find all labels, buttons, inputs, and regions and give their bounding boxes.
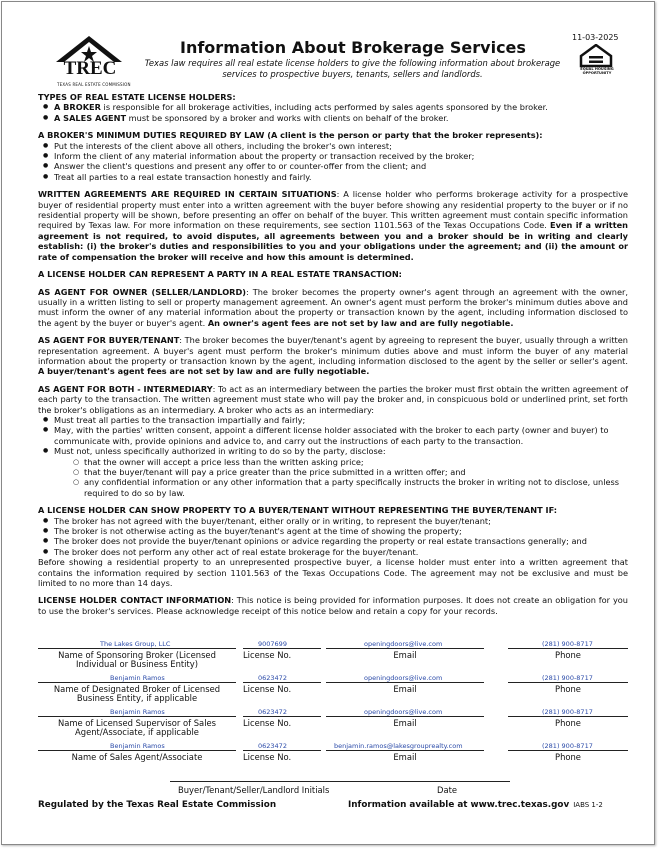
- broker-phone-value[interactable]: (281) 900-8717: [542, 640, 593, 648]
- equal-housing-text: EQUAL HOUSING OPPORTUNITY: [580, 67, 614, 75]
- agent-email-value[interactable]: benjamin.ramos@lakesgrouprealty.com: [334, 742, 463, 750]
- designated-phone-label: Phone: [555, 684, 581, 694]
- supervisor-license-value[interactable]: 0623472: [258, 708, 287, 716]
- designated-license-value[interactable]: 0623472: [258, 674, 287, 682]
- page-title: Information About Brokerage Services: [180, 38, 526, 57]
- agent-name-label: Name of Sales Agent/Associate: [71, 752, 203, 762]
- list-item: ● Must treat all parties to the transaction impartially and fairly;: [54, 415, 628, 425]
- designated-email-value[interactable]: openingdoors@live.com: [364, 674, 443, 682]
- agent-name-value[interactable]: Benjamin Ramos: [110, 742, 165, 750]
- designated-name-value[interactable]: Benjamin Ramos: [110, 674, 165, 682]
- list-item: ● Put the interests of the client above all others, including the broker's own interest;: [54, 141, 628, 151]
- broker-name-label: Name of Sponsoring Broker (Licensed Individual or Business Entity): [58, 650, 216, 669]
- footer-info-text: Information available at www.trec.texas.gov: [348, 800, 570, 810]
- agent-license-label: License No.: [243, 752, 292, 762]
- list-item: ○ that the buyer/tenant will pay a price greater than the price submitted in a written offer; and: [84, 467, 628, 477]
- supervisor-phone-value[interactable]: (281) 900-8717: [542, 708, 593, 716]
- list-item: ● The broker does not provide the buyer/tenant opinions or advice regarding the property or real estate transactions generally; and: [54, 536, 628, 546]
- buyer-paragraph: AS AGENT FOR BUYER/TENANT: The broker becomes the buyer/tenant's agent by agreeing to represent the buyer, usually through a written representation agreement. A buyer's agent must perform the broker's minimum duties above and must inform the buyer of any material information about the property or transaction known by the agent, including information disclosed to the agent by the seller or seller's agent. A buyer/tenant's agent fees are not set by law and are fully negotiable.: [38, 335, 628, 377]
- list-item: ● A BROKER is responsible for all brokerage activities, including acts performed by sales agents sponsored by the broker.: [54, 102, 628, 112]
- supervisor-email-value[interactable]: openingdoors@live.com: [364, 708, 443, 716]
- footer-regulated: Regulated by the Texas Real Estate Commission: [38, 800, 277, 810]
- show-after-paragraph: Before showing a residential property to an unrepresented prospective buyer, a license holder must enter into a written agreement that contains the information required by section 1101.563 of the Texas Occupations Code. The agreement may not be exclusive and must be limited to no more than 14 days.: [38, 557, 628, 589]
- contact-table: [38, 639, 628, 775]
- duties-heading: A BROKER'S MINIMUM DUTIES REQUIRED BY LAW (A client is the person or party that the broker represents):: [38, 130, 543, 141]
- document-body: [38, 92, 628, 616]
- list-item: ● The broker does not perform any other act of real estate brokerage for the buyer/tenant.: [54, 547, 628, 557]
- footer-info: [348, 800, 603, 810]
- designated-name-label: Name of Designated Broker of Licensed Business Entity, if applicable: [53, 684, 221, 703]
- list-item: ○ that the owner will accept a price less than the written asking price;: [84, 457, 628, 467]
- agent-license-value[interactable]: 0623472: [258, 742, 287, 750]
- list-item: ● Answer the client's questions and present any offer to or counter-offer from the client; and: [54, 161, 628, 171]
- list-item: ● Inform the client of any material information about the property or transaction received by the broker;: [54, 151, 628, 161]
- contact-row: [38, 639, 628, 673]
- list-item: ● May, with the parties' written consent, appoint a different license holder associated with the broker to each party (owner and buyer) to communicate with, provide opinions and advice to, and carry out the instructions of each party to the transaction.: [54, 425, 628, 446]
- supervisor-email-label: Email: [393, 718, 417, 728]
- logo-subtext: TEXAS REAL ESTATE COMMISSION: [57, 82, 131, 87]
- broker-email-label: Email: [393, 650, 417, 660]
- owner-paragraph: AS AGENT FOR OWNER (SELLER/LANDLORD): The broker becomes the property owner's agent through an agreement with the owner, usually in a written listing to sell or property management agreement. An owner's agent must perform the broker's minimum duties above and must inform the owner of any material information about the property or transaction known by the agent, including information disclosed to the agent by the buyer or buyer's agent. An owner's agent fees are not set by law and are fully negotiable.: [38, 286, 628, 328]
- broker-phone-label: Phone: [555, 650, 581, 660]
- list-item: ● The broker has not agreed with the buyer/tenant, either orally or in writing, to represent the buyer/tenant;: [54, 516, 628, 526]
- agent-phone-label: Phone: [555, 752, 581, 762]
- supervisor-name-value[interactable]: Benjamin Ramos: [110, 708, 165, 716]
- list-item: ● A SALES AGENT must be sponsored by a broker and works with clients on behalf of the broker.: [54, 113, 628, 123]
- types-heading: TYPES OF REAL ESTATE LICENSE HOLDERS:: [38, 92, 236, 102]
- supervisor-license-label: License No.: [243, 718, 292, 728]
- logo-text: TREC: [63, 58, 117, 79]
- designated-email-label: Email: [393, 684, 417, 694]
- agent-email-label: Email: [393, 752, 417, 762]
- broker-email-value[interactable]: openingdoors@live.com: [364, 640, 443, 648]
- supervisor-phone-label: Phone: [555, 718, 581, 728]
- form-date: 11-03-2025: [572, 33, 619, 42]
- supervisor-name-label: Name of Licensed Supervisor of Sales Agent/Associate, if applicable: [57, 718, 217, 737]
- initials-label: Buyer/Tenant/Seller/Landlord Initials: [178, 785, 330, 795]
- broker-license-label: License No.: [243, 650, 292, 660]
- list-item: ● The broker is not otherwise acting as the buyer/tenant's agent at the time of showing the property;: [54, 526, 628, 536]
- date-label: Date: [437, 785, 458, 795]
- contact-row: [38, 673, 628, 707]
- initials-line[interactable]: [170, 781, 510, 782]
- intermediary-list: [38, 415, 628, 457]
- intermediary-sublist: [38, 457, 628, 499]
- page-subtitle: Texas law requires all real estate license holders to give the following information about brokerage services to prospective buyers, tenants, sellers and landlords.: [144, 58, 561, 79]
- footer-form-id: IABS 1-2: [573, 801, 603, 809]
- contact-info-paragraph: LICENSE HOLDER CONTACT INFORMATION: This notice is being provided for information purposes. It does not create an obligation for you to use the broker's services. Please acknowledge receipt of this notice below and retain a copy for your records.: [38, 595, 628, 616]
- agent-phone-value[interactable]: (281) 900-8717: [542, 742, 593, 750]
- written-agreements-paragraph: WRITTEN AGREEMENTS ARE REQUIRED IN CERTAIN SITUATIONS: A license holder who performs brokerage activity for a prospective buyer of residential property must enter into a written agreement with the buyer before showing any residential property to the buyer or if no residential property will be shown, before presenting an offer on behalf of the buyer. This written agreement must contain specific information required by Texas law. For more information on these requirements, see section 1101.563 of the Texas Occupations Code. Even if a written agreement is not required, to avoid disputes, all agreements between you and a broker should be in writing and clearly establish: (i) the broker's duties and responsibilities to you and your obligations under the agreement; and (ii) the amount or rate of compensation the broker will receive and how this amount is determined.: [38, 189, 628, 262]
- show-heading: A LICENSE HOLDER CAN SHOW PROPERTY TO A BUYER/TENANT WITHOUT REPRESENTING THE BUYER/TENANT IF:: [38, 505, 558, 516]
- designated-phone-value[interactable]: (281) 900-8717: [542, 674, 593, 682]
- broker-license-value[interactable]: 9007699: [258, 640, 287, 648]
- list-item: ○ any confidential information or any other information that a party specifically instructs the broker in writing not to disclose, unless required to do so by law.: [84, 477, 628, 498]
- designated-license-label: License No.: [243, 684, 292, 694]
- show-list: [38, 516, 628, 558]
- intermediary-paragraph: AS AGENT FOR BOTH - INTERMEDIARY: To act as an intermediary between the parties the broker must first obtain the written agreement of each party to the transaction. The written agreement must state who will pay the broker and, in conspicuous bold or underlined print, set forth the broker's obligations as an intermediary. A broker who acts as an intermediary:: [38, 383, 628, 415]
- represent-heading: A LICENSE HOLDER CAN REPRESENT A PARTY IN A REAL ESTATE TRANSACTION:: [38, 269, 402, 280]
- list-item: ● Treat all parties to a real estate transaction honestly and fairly.: [54, 172, 628, 182]
- duties-list: [38, 141, 628, 183]
- types-list: [38, 102, 628, 123]
- list-item: ● Must not, unless specifically authorized in writing to do so by the party, disclose:: [54, 446, 628, 456]
- contact-row: [38, 741, 628, 775]
- contact-row: [38, 707, 628, 741]
- broker-name-value[interactable]: The Lakes Group, LLC: [100, 640, 171, 648]
